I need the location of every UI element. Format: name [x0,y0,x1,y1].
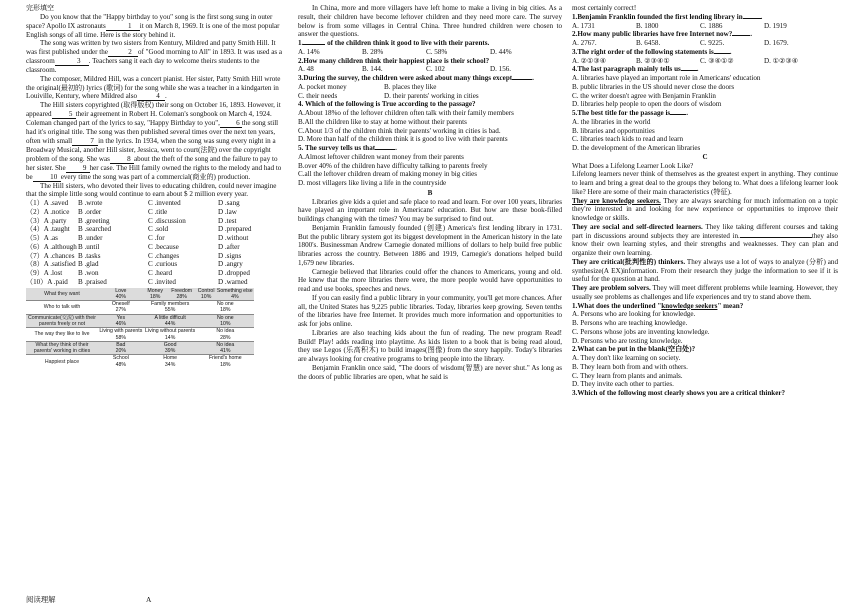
cloze-blank-7[interactable]: 7 [72,138,98,146]
passage-c-paragraph: They are problem solvers. They will meet different problems while learning. However, they usually see problems as challenges and life experiences and try to stand above them. [572,284,838,301]
column-reading [298,4,562,381]
options-b2[interactable]: A. 2767. B. 6458. C. 9225. D. 1679. [572,39,789,47]
passage-c-blank[interactable] [740,237,812,238]
cloze-blank-9[interactable]: 9 [66,165,90,173]
survey-option: Good [144,341,197,348]
passage-b-paragraph: Libraries give kids a quiet and safe place to read and learn. For over 100 years, libraries have played an important role in Americans' education. But how are these book-filled buildings changing with the times? You may be surprised to find out. [298,197,562,223]
cloze-paragraph-2: The song was written by two sisters from Kentury, Mildred and patty Smith Hill. It was first published under the 2 of "Good morning to All" in 1893. It was used as a classroom 3 . Teachers sang it each day to welcome theirs students to the classroom. [26,39,283,74]
survey-option: Bad [98,341,144,348]
column-questions [572,4,838,398]
survey-percentage: 14% [164,334,176,341]
option-line[interactable]: A. the libraries in the world [572,117,651,126]
cloze-blank-8[interactable]: 8 [110,156,134,164]
survey-option: School [98,355,144,362]
survey-percentage: 27% [115,307,127,314]
survey-table [26,288,254,369]
survey-option: No one [197,301,254,308]
option-line[interactable]: C. the writer doesn't agree with Benjamin Franklin [572,91,716,100]
survey-percentage: 10% [200,293,212,300]
survey-question: What they think of their parents' working in cities [26,341,98,355]
passage-b-paragraph: Libraries are also teaching kids about the fun of reading. The new program Read! Build! Play! adds reading into playtime. As kids listen to a book that is being read aloud, they use Legos (乐高积木) to build images(图像) from the story happily. Today's libraries are always looking for creative programs to bring people into the library. [298,328,562,363]
passage-b-paragraph: Benjamin Franklin once said, "The doors of wisdom(智慧) are never shut." As long as the doors of public libraries are open, what he said is [298,363,562,381]
options-a3-cd[interactable]: C. their needs D. their parents' working in cities [298,91,479,100]
survey-option: Money [147,287,163,294]
question-b5: 5.The best title for the passage is . [572,109,688,117]
survey-option: Home [144,355,197,362]
passage-c-paragraph: They are social and self-directed learners. They like taking different courses and taking part in discussions around subjects they are interested in. they also know their own learning styles, and their strengths and weaknesses. They can plan and organize their own learning. [572,222,838,257]
survey-option: Yes [98,314,144,321]
options-a3[interactable]: A. pocket money B. places they like [298,82,437,91]
survey-percentage: 58% [115,334,127,341]
footer-reading-label: 阅读理解 [26,595,56,604]
option-line[interactable]: D. More than half of the children think it is good to live with their parents [298,135,508,144]
survey-percentage: 39% [164,348,176,355]
options-a2[interactable]: A. 48 B. 144. C. 102 D. 156. [298,65,512,74]
cloze-paragraph-4: The Hill sisters copyrighted (取得版权) their song on October 16, 1893. However, it appeared 5 their agreement in Robert H. Coleman's songbook on March 4, 1924. Coleman changed part of the lyrics to say, "Happy Birthday to you", 6 the song still had it's original title. The song was then published several times over the next ten years, often with small 7 in the lyrics. In 1934, when the song was sung every night in a Broadway Musical, another Hill sister, Jessica, went to court(法院) over the copyright problem of the song. She was 8 about the theft of the song and the failure to pay to her sister. She 9 her case. The Hill family owned the rights to the melody and had to be 10 every time the song was part of a commercial(商业的) production. [26,101,282,181]
question-b3: 3.The right order of the following statements is . [572,47,732,56]
passage-b-paragraph: If you can easily find a public library in your community, you'll get more chances. After all, the United States has 9,225 public libraries. Today, libraries keep growing. Seven tenths of the libraries have free Internet. It provides much more information and opportunities to ask for jobs online. [298,293,562,328]
cloze-blank-4[interactable]: 4 [137,93,165,101]
survey-percentage: 20% [115,348,127,355]
survey-percentage: 28% [220,334,231,341]
option-line[interactable]: A.Almost leftover children want money from their parents [298,152,464,161]
survey-option: Living with parents [99,328,143,335]
option-line[interactable]: D. the development of the American libraries [572,144,701,152]
survey-option: Freedom [171,287,193,294]
option-row[interactable]: （5）A .as B .under C .for D .without [26,234,249,242]
section-heading-c: C [702,152,708,161]
option-line[interactable]: B.All the children like to stay at home without their parents [298,117,467,126]
cloze-blank-1[interactable]: 1 [106,23,140,31]
option-line[interactable]: C. libraries teach kids to read and learn [572,135,684,144]
option-line[interactable]: C. They learn from plants and animals. [572,371,683,380]
survey-option: Something else [216,287,253,294]
cloze-paragraph-1: Do you know that the "Happy birthday to you" song is the first song sung in outer space? Apollo IX astronauts 1 it on March 8, 1969. It is one of the most popular English songs of all time. Here is the story behind it. [26,12,280,39]
survey-percentage: 18% [149,293,161,300]
question-c1: 1.What does the underlined "knowledge seekers" mean? [572,301,744,310]
survey-percentage: 18% [220,361,231,368]
question-a5: 5. The survey tells us that . [298,144,397,152]
survey-option: Control [197,287,215,294]
question-c3: 3.Which of the following most clearly shows you are a critical thinker? [572,389,786,397]
cloze-blank-10[interactable]: 10 [33,174,61,182]
option-line[interactable]: D. They invite each other to parties. [572,380,674,389]
option-line[interactable]: D. libraries help people to open the doors of wisdom [572,100,722,109]
passage-c-paragraph: They are knowledge seekers. They are always searching for much information on a topic they're interested in and looking for new experience or opportunities to improve their knowledge or skills. [572,196,839,222]
survey-option: No idea [197,341,254,348]
option-row[interactable]: （6）A .althoughB .until C .because D .after [26,242,240,251]
passage-c-paragraph: They are critical(批判性的) thinkers. They always use a lot of ways to analyze (分析) and synthesize(A EX)information. From their research they judge the information to see if it is useful for the question at hand. [572,257,838,284]
options-b1[interactable]: A. 1731 B. 1800 C. 1886 D. 1919 [572,21,787,30]
survey-option: Love [115,287,127,294]
question-a4: 4. Which of the following is True according to the passage? [298,100,476,109]
cloze-blank-2[interactable]: 2 [108,49,138,57]
question-b2: 2.How many public libraries have free Internet now? . [572,30,753,39]
passage-a-intro: In China, more and more villagers have left home to make a living in big cities. As a result, their children have become leftover children and they need more care. The survey below is from some villages in Central China. Three hundred children were chosen to answer the questions. [298,4,562,39]
passage-c [572,162,838,302]
survey-percentage: 48% [115,361,127,368]
cloze-paragraph-3: The composer, Mildred Hill, was a concert pianist. Her sister, Patty Smith Hill wrote the original(最初的) lyrics (歌词) for the song while she was a teacher in a kindgarten in Louiville, Kentury, where Mildred also 4 . [26,74,281,101]
option-line[interactable]: C.all the leftover children dream of making money in big cities [298,170,478,179]
option-line[interactable]: C. Persons whose jobs are inventing knowledge. [572,327,710,336]
option-line[interactable]: A. They don't like learning on society. [572,354,681,362]
passage-b-end: most certainly correct! [572,4,637,12]
survey-percentage: 4% [231,293,239,300]
passage-b-paragraph: Carnegie believed that libraries could offer the chances to Americans, young and old. He knew that the more libraries there were, the more people would have opportunities to read and use books, speeches and news. [298,267,562,293]
option-row[interactable]: （8）A .satisfied B .glad C .curious D .angry [26,260,243,269]
option-row[interactable]: （1）A .saved B .wrote C .invented D .sang [26,199,240,207]
column-cloze [26,4,288,368]
survey-percentage: 10% [220,320,231,327]
survey-percentage: 46% [115,320,127,327]
cloze-blank-3[interactable]: 3 [55,58,89,66]
survey-option: No idea [197,328,254,335]
survey-percentage: 40% [115,293,127,300]
question-b4: 4.The last paragraph mainly tells us . [572,65,699,74]
section-heading-b: B [427,188,433,197]
survey-option: A little difficult [144,314,197,321]
option-line[interactable]: C.About 1/3 of the children think their parents' working in cities is bad. [298,126,501,135]
option-row[interactable]: （2）A .notice B .order C .title D .law [26,207,237,216]
option-line[interactable]: A. libraries have played an important role in Americans' education [572,74,761,82]
survey-percentage: 28% [176,293,187,300]
question-a2: 2.How many children think their happiest place is their school? [298,56,490,65]
survey-option: No one [197,314,254,321]
option-line[interactable]: A.About 18%o of the leftover children often talk with their family members [298,109,514,117]
option-row[interactable]: （9）A .lost B .won C .heard D .dropped [26,269,250,277]
option-line[interactable]: B.over 40% of the children have difficulty talking to parents freely [298,161,488,170]
survey-percentage: 44% [164,320,176,327]
passage-c-title: What Does a Lifelong Learner Look Like? [572,161,694,170]
survey-question: The way they like to live [26,328,98,342]
survey-percentage: 41% [220,348,231,355]
survey-question: What they want [44,290,80,297]
option-line[interactable]: A. Persons who are looking for knowledge. [572,310,696,319]
cloze-blank-6[interactable]: 6 [220,120,242,128]
option-line[interactable]: B. public libraries in the US should never close the doors [572,82,735,91]
survey-percentage: 55% [164,307,176,314]
option-row[interactable]: （3）A .party B .greeting C .discussion D .test [26,216,237,225]
option-line[interactable]: B. Persons who are teaching knowledge. [572,319,688,327]
passage-b-paragraph: Benjamin Franklin famously founded (创建) America's first lending library in 1731. But the public library system got its biggest development in the American history in the late 1800's. Businessman Andrew Carnegie donated millions of dollars to help build free public libraries across the country. Between 1886 and 1919, Carnegie's donations helped build 1,679 new libraries. [298,223,562,267]
survey-question: Communicate(交流) with their parents freely or not [27,314,97,327]
footer-section-a: A [146,595,152,604]
options-b3[interactable]: A. ②①③④ B. ②③④① C. ③④①② D. ①②③④ [572,56,799,65]
section-heading-cloze: 完形填空 [26,4,54,12]
option-row[interactable]: （10）A .paid B .praised C .invited D .warned [26,277,248,286]
survey-option: Oneself [98,301,144,308]
option-line[interactable]: B. They learn both from and with others. [572,362,688,371]
survey-question: Who to talk with [26,301,98,315]
option-row[interactable]: （4）A .taught B .searched C .sold D .prepared [26,225,252,234]
cloze-paragraph-5: The Hill sisters, who devoted their lives to educating children, could never imagine that the simple little song would continue to earn about $ 2 million every year. [26,181,277,199]
passage-c-paragraph: Lifelong learners never think of themselves as the greatest expert in anything. They continue to learn and bring a great deal to the groups they belong to. What does a lifelong learner look like? Here are some of their main characteristics (特征). [572,170,838,196]
question-b1: 1.Benjamin Franklin founded the first lending library in . [572,12,763,21]
options-a1[interactable]: A. 14% B. 28% C. 58% D. 44% [298,47,512,56]
cloze-options [26,199,288,287]
question-c2: 2.What can be put in the blank(空白处)? [572,345,696,354]
survey-option: Friend's home [197,355,254,362]
option-line[interactable]: B. libraries and opportunities [572,126,655,135]
option-row[interactable]: （7）A .chances B .tasks C .changes D .signs [26,251,242,260]
survey-option: Family members [144,301,197,308]
question-a3: 3.During the survey, the children were asked about many things except . [298,74,534,82]
cloze-blank-5[interactable]: 5 [52,111,76,119]
option-line[interactable]: D. most villagers like living a life in the countryside [298,179,447,187]
survey-question: Happiest place [26,355,98,368]
survey-percentage: 18% [220,307,231,314]
survey-option: Living without parents [145,328,196,335]
survey-percentage: 34% [164,361,176,368]
question-a1: 1. of the children think it good to live with their parents. [298,39,490,47]
option-line[interactable]: D. Persons who are testing knowledge. [572,336,683,345]
